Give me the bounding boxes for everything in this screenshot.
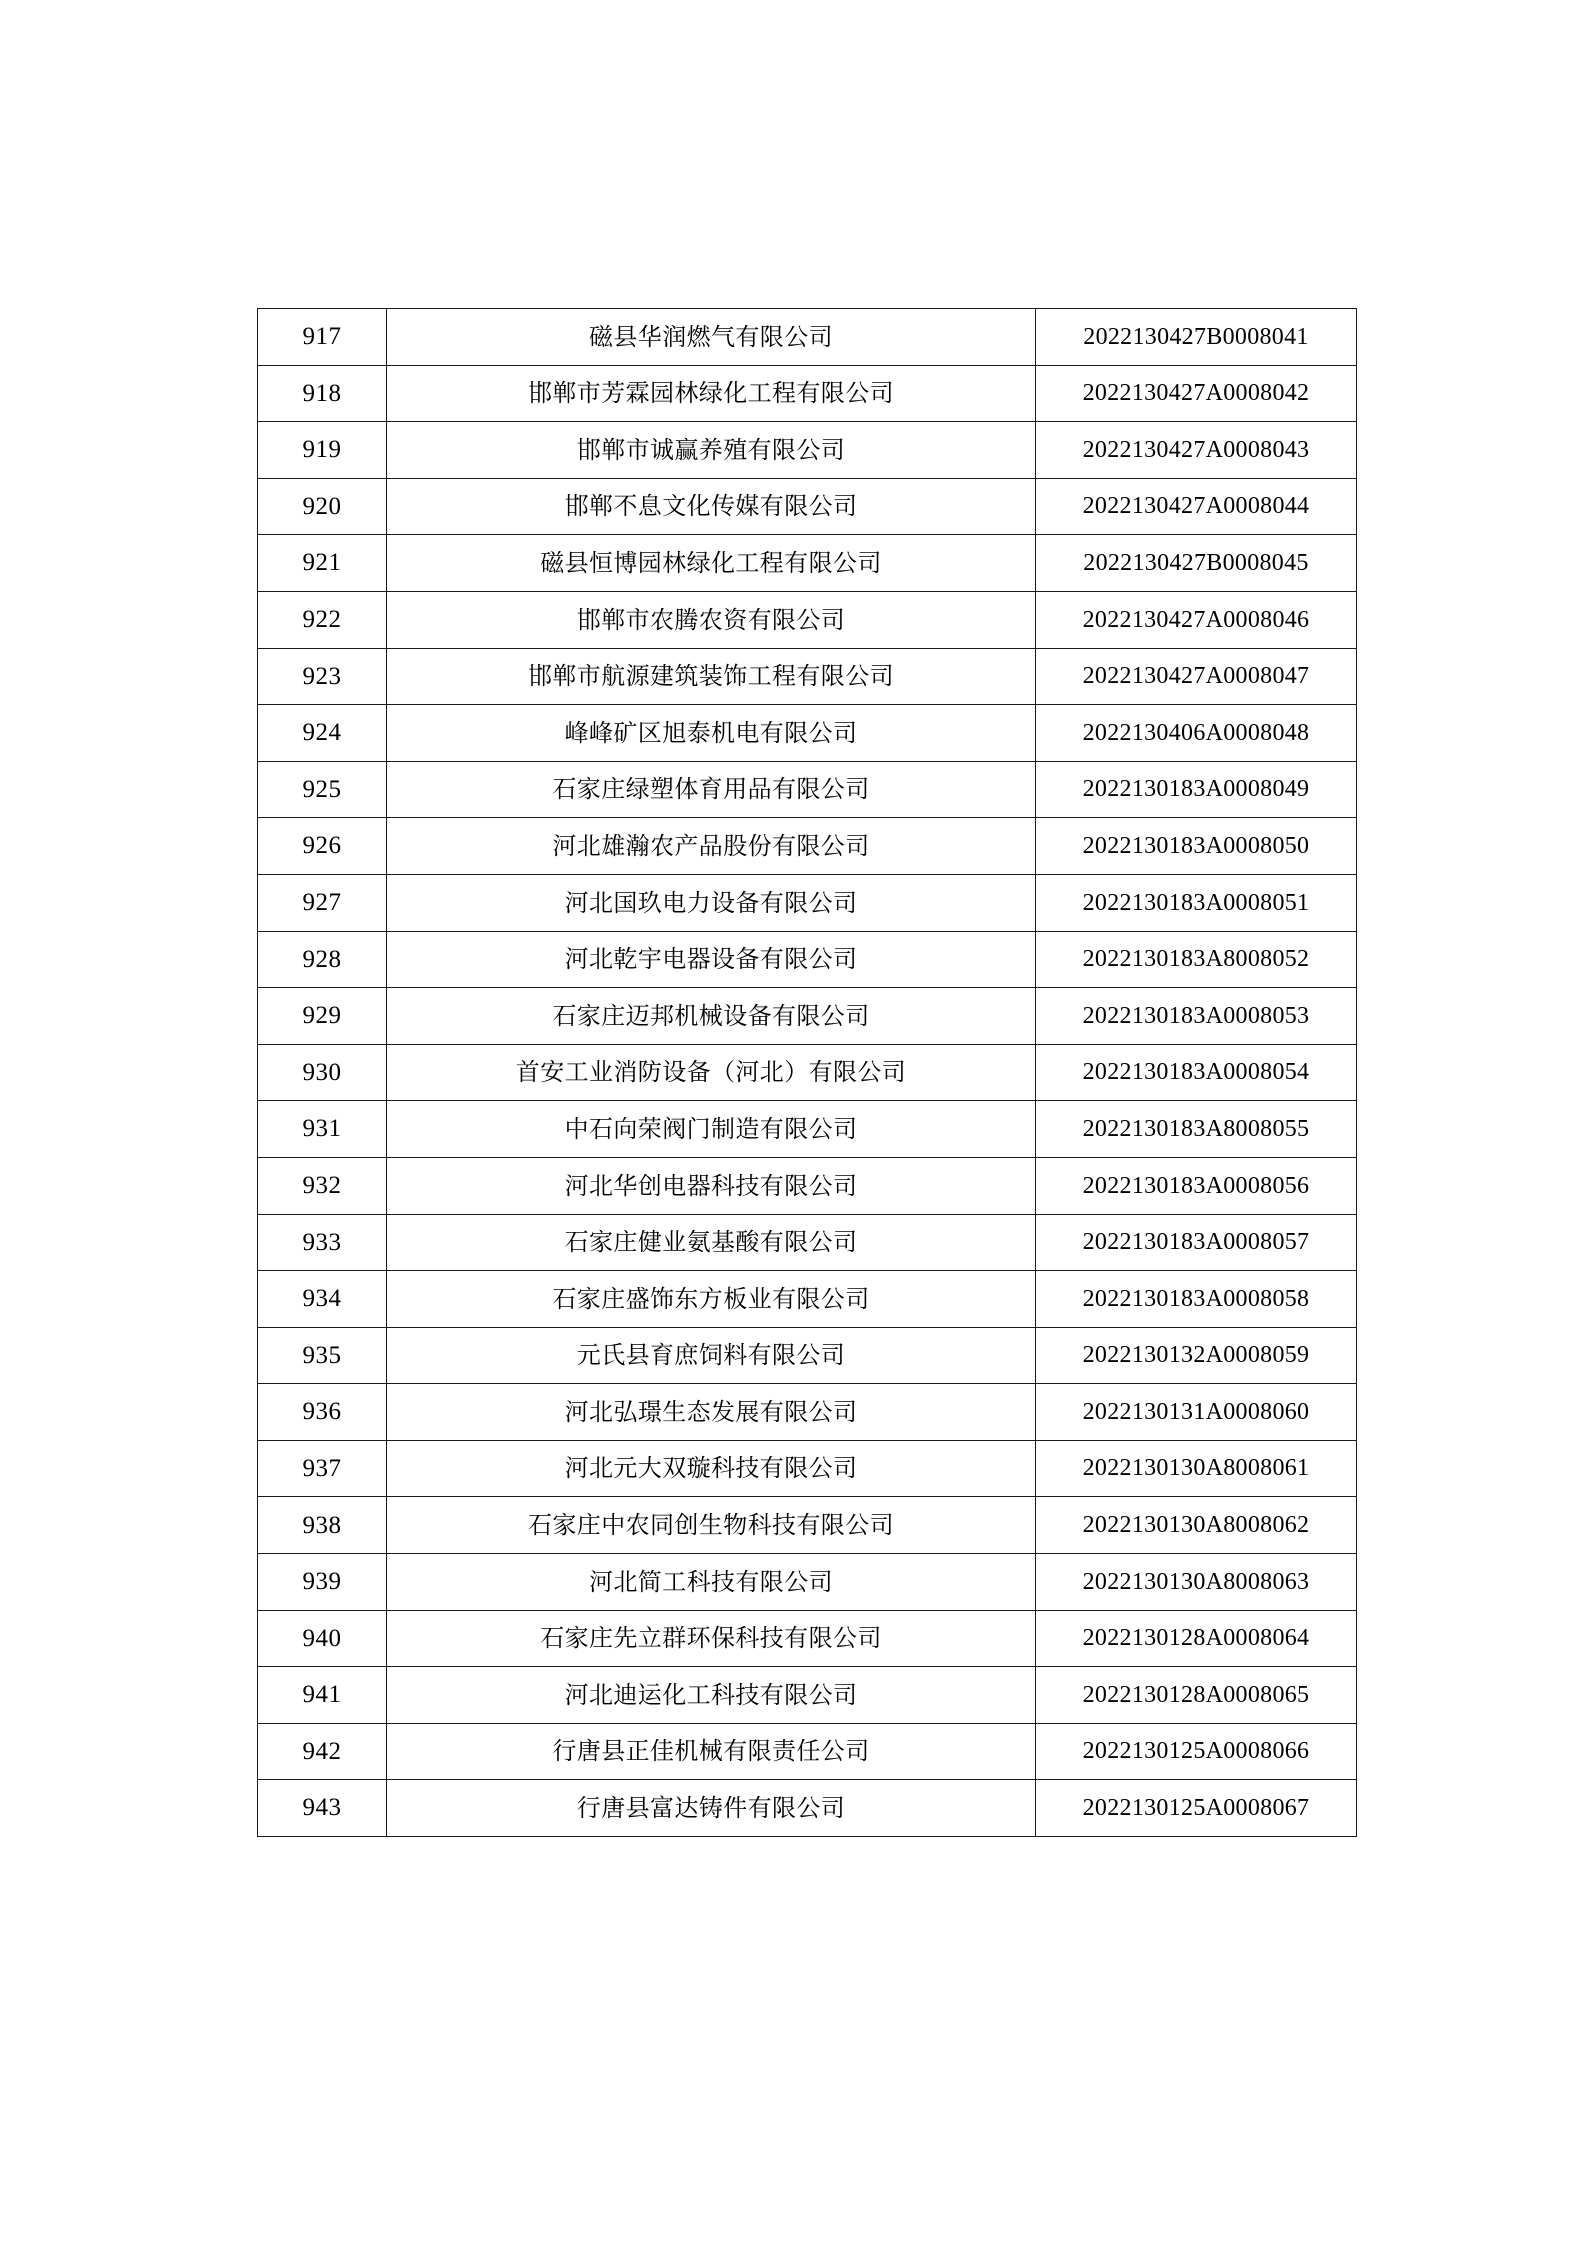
cell-index: 926 (258, 818, 387, 875)
cell-enterprise-name: 峰峰矿区旭泰机电有限公司 (387, 705, 1036, 762)
cell-index: 924 (258, 705, 387, 762)
table-row (258, 1497, 1357, 1554)
cell-registration-code: 2022130183A0008054 (1036, 1044, 1357, 1101)
cell-registration-code: 2022130427A0008042 (1036, 365, 1357, 422)
table-body (258, 309, 1357, 1837)
cell-enterprise-name: 石家庄中农同创生物科技有限公司 (387, 1497, 1036, 1554)
cell-enterprise-name: 行唐县正佳机械有限责任公司 (387, 1723, 1036, 1780)
cell-enterprise-name: 河北乾宇电器设备有限公司 (387, 931, 1036, 988)
table-row (258, 874, 1357, 931)
table-row (258, 1384, 1357, 1441)
table-row (258, 1101, 1357, 1158)
table-row (258, 422, 1357, 479)
cell-enterprise-name: 河北雄瀚农产品股份有限公司 (387, 818, 1036, 875)
cell-index: 919 (258, 422, 387, 479)
cell-registration-code: 2022130183A0008049 (1036, 761, 1357, 818)
cell-registration-code: 2022130131A0008060 (1036, 1384, 1357, 1441)
table-row (258, 1271, 1357, 1328)
cell-enterprise-name: 河北弘璟生态发展有限公司 (387, 1384, 1036, 1441)
cell-index: 937 (258, 1440, 387, 1497)
cell-enterprise-name: 石家庄健业氨基酸有限公司 (387, 1214, 1036, 1271)
cell-index: 922 (258, 591, 387, 648)
cell-registration-code: 2022130183A0008056 (1036, 1157, 1357, 1214)
cell-index: 940 (258, 1610, 387, 1667)
cell-registration-code: 2022130130A8008061 (1036, 1440, 1357, 1497)
cell-index: 938 (258, 1497, 387, 1554)
cell-enterprise-name: 河北国玖电力设备有限公司 (387, 874, 1036, 931)
table-row (258, 818, 1357, 875)
table-row (258, 648, 1357, 705)
cell-enterprise-name: 河北简工科技有限公司 (387, 1554, 1036, 1611)
cell-index: 935 (258, 1327, 387, 1384)
cell-enterprise-name: 邯郸市诚赢养殖有限公司 (387, 422, 1036, 479)
table-row (258, 478, 1357, 535)
cell-enterprise-name: 石家庄迈邦机械设备有限公司 (387, 988, 1036, 1045)
cell-registration-code: 2022130183A0008050 (1036, 818, 1357, 875)
cell-registration-code: 2022130427B0008045 (1036, 535, 1357, 592)
cell-enterprise-name: 磁县华润燃气有限公司 (387, 309, 1036, 366)
cell-index: 917 (258, 309, 387, 366)
cell-index: 932 (258, 1157, 387, 1214)
table-row (258, 535, 1357, 592)
table-row (258, 705, 1357, 762)
cell-registration-code: 2022130183A8008052 (1036, 931, 1357, 988)
listing-table-container (257, 308, 1329, 1837)
enterprise-listing-table (257, 308, 1357, 1837)
table-row (258, 1440, 1357, 1497)
cell-enterprise-name: 中石向荣阀门制造有限公司 (387, 1101, 1036, 1158)
table-row (258, 1667, 1357, 1724)
cell-registration-code: 2022130125A0008067 (1036, 1780, 1357, 1837)
cell-index: 928 (258, 931, 387, 988)
cell-enterprise-name: 元氏县育庶饲料有限公司 (387, 1327, 1036, 1384)
cell-enterprise-name: 邯郸市芳霖园林绿化工程有限公司 (387, 365, 1036, 422)
cell-registration-code: 2022130427A0008047 (1036, 648, 1357, 705)
cell-enterprise-name: 河北华创电器科技有限公司 (387, 1157, 1036, 1214)
cell-enterprise-name: 邯郸市农腾农资有限公司 (387, 591, 1036, 648)
cell-index: 934 (258, 1271, 387, 1328)
cell-index: 941 (258, 1667, 387, 1724)
table-row (258, 1610, 1357, 1667)
cell-registration-code: 2022130183A8008055 (1036, 1101, 1357, 1158)
table-row (258, 931, 1357, 988)
cell-registration-code: 2022130427A0008043 (1036, 422, 1357, 479)
cell-registration-code: 2022130130A8008063 (1036, 1554, 1357, 1611)
cell-index: 921 (258, 535, 387, 592)
cell-index: 929 (258, 988, 387, 1045)
cell-registration-code: 2022130125A0008066 (1036, 1723, 1357, 1780)
cell-enterprise-name: 河北迪运化工科技有限公司 (387, 1667, 1036, 1724)
cell-index: 930 (258, 1044, 387, 1101)
cell-index: 925 (258, 761, 387, 818)
cell-registration-code: 2022130406A0008048 (1036, 705, 1357, 762)
table-row (258, 1554, 1357, 1611)
cell-registration-code: 2022130427A0008046 (1036, 591, 1357, 648)
cell-enterprise-name: 河北元大双璇科技有限公司 (387, 1440, 1036, 1497)
cell-registration-code: 2022130183A0008053 (1036, 988, 1357, 1045)
cell-index: 920 (258, 478, 387, 535)
cell-enterprise-name: 首安工业消防设备（河北）有限公司 (387, 1044, 1036, 1101)
cell-index: 936 (258, 1384, 387, 1441)
cell-registration-code: 2022130427B0008041 (1036, 309, 1357, 366)
table-row (258, 1327, 1357, 1384)
cell-enterprise-name: 石家庄绿塑体育用品有限公司 (387, 761, 1036, 818)
table-row (258, 1044, 1357, 1101)
cell-index: 939 (258, 1554, 387, 1611)
cell-registration-code: 2022130132A0008059 (1036, 1327, 1357, 1384)
cell-index: 943 (258, 1780, 387, 1837)
table-row (258, 591, 1357, 648)
cell-index: 942 (258, 1723, 387, 1780)
table-row (258, 761, 1357, 818)
table-row (258, 1780, 1357, 1837)
table-row (258, 365, 1357, 422)
table-row (258, 1214, 1357, 1271)
table-row (258, 309, 1357, 366)
cell-registration-code: 2022130130A8008062 (1036, 1497, 1357, 1554)
cell-index: 933 (258, 1214, 387, 1271)
table-row (258, 1723, 1357, 1780)
cell-enterprise-name: 石家庄盛饰东方板业有限公司 (387, 1271, 1036, 1328)
cell-registration-code: 2022130183A0008051 (1036, 874, 1357, 931)
table-row (258, 988, 1357, 1045)
cell-registration-code: 2022130183A0008057 (1036, 1214, 1357, 1271)
cell-index: 923 (258, 648, 387, 705)
cell-registration-code: 2022130427A0008044 (1036, 478, 1357, 535)
cell-enterprise-name: 邯郸不息文化传媒有限公司 (387, 478, 1036, 535)
cell-index: 931 (258, 1101, 387, 1158)
table-row (258, 1157, 1357, 1214)
cell-enterprise-name: 磁县恒博园林绿化工程有限公司 (387, 535, 1036, 592)
cell-enterprise-name: 行唐县富达铸件有限公司 (387, 1780, 1036, 1837)
cell-registration-code: 2022130183A0008058 (1036, 1271, 1357, 1328)
cell-registration-code: 2022130128A0008065 (1036, 1667, 1357, 1724)
cell-enterprise-name: 邯郸市航源建筑装饰工程有限公司 (387, 648, 1036, 705)
cell-index: 927 (258, 874, 387, 931)
cell-index: 918 (258, 365, 387, 422)
cell-enterprise-name: 石家庄先立群环保科技有限公司 (387, 1610, 1036, 1667)
cell-registration-code: 2022130128A0008064 (1036, 1610, 1357, 1667)
